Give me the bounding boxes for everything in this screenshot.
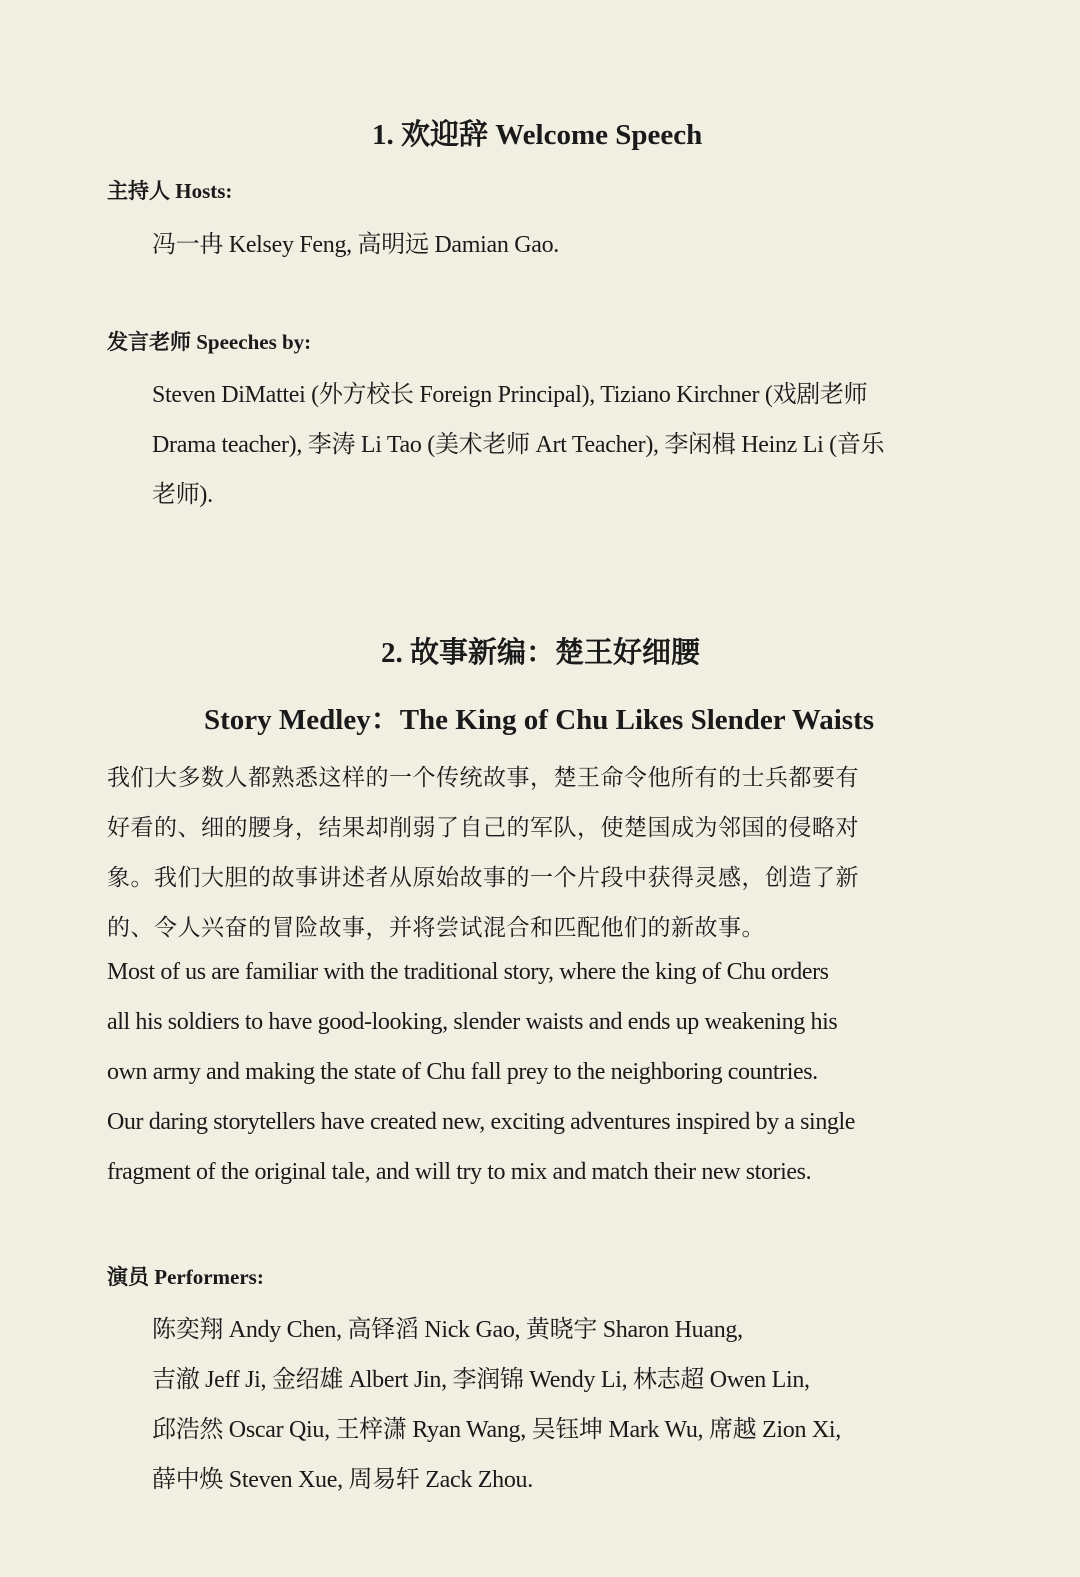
description-cn-line: 好看的、细的腰身，结果却削弱了自己的军队，使楚国成为邻国的侵略对 <box>107 815 859 841</box>
description-cn-line: 象。我们大胆的故事讲述者从原始故事的一个片段中获得灵感，创造了新 <box>107 865 859 891</box>
section-2-title-cn: 2. 故事新编：楚王好细腰 <box>381 637 701 669</box>
performers-line: 陈奕翔 Andy Chen, 高铎滔 Nick Gao, 黄晓宇 Sharon Huang, <box>152 1317 743 1343</box>
performers-label: 演员 Performers: <box>107 1265 264 1289</box>
description-en-line: Most of us are familiar with the traditional story, where the king of Chu orders <box>107 959 829 985</box>
speakers-line: Steven DiMattei (外方校长 Foreign Principal), Tiziano Kirchner (戏剧老师 <box>152 382 868 408</box>
performers-line: 邱浩然 Oscar Qiu, 王梓潇 Ryan Wang, 吴钰坤 Mark Wu, 席越 Zion Xi, <box>152 1417 841 1443</box>
speakers-label: 发言老师 Speeches by: <box>107 330 312 354</box>
description-en-line: own army and making the state of Chu fall prey to the neighboring countries. <box>107 1059 818 1085</box>
section-2-title-en: Story Medley：The King of Chu Likes Slender Waists <box>204 704 875 736</box>
description-cn-line: 我们大多数人都熟悉这样的一个传统故事，楚王命令他所有的士兵都要有 <box>107 765 859 791</box>
speakers-line: 老师). <box>152 482 213 508</box>
hosts-label: 主持人 Hosts: <box>107 179 233 203</box>
description-en-line: Our daring storytellers have created new, exciting adventures inspired by a single <box>107 1109 856 1135</box>
section-1-title: 1. 欢迎辞 Welcome Speech <box>372 119 703 151</box>
description-en-line: all his soldiers to have good-looking, slender waists and ends up weakening his <box>107 1009 838 1035</box>
description-en-line: fragment of the original tale, and will try to mix and match their new stories. <box>107 1159 812 1185</box>
hosts-names: 冯一冉 Kelsey Feng, 高明远 Damian Gao. <box>152 232 560 258</box>
performers-line: 薛中焕 Steven Xue, 周易轩 Zack Zhou. <box>152 1467 533 1493</box>
description-cn-line: 的、令人兴奋的冒险故事，并将尝试混合和匹配他们的新故事。 <box>107 915 765 941</box>
speakers-line: Drama teacher), 李涛 Li Tao (美术老师 Art Teacher), 李闲楫 Heinz Li (音乐 <box>152 432 885 458</box>
performers-line: 吉澈 Jeff Ji, 金绍雄 Albert Jin, 李润锦 Wendy Li, 林志超 Owen Lin, <box>152 1367 810 1393</box>
